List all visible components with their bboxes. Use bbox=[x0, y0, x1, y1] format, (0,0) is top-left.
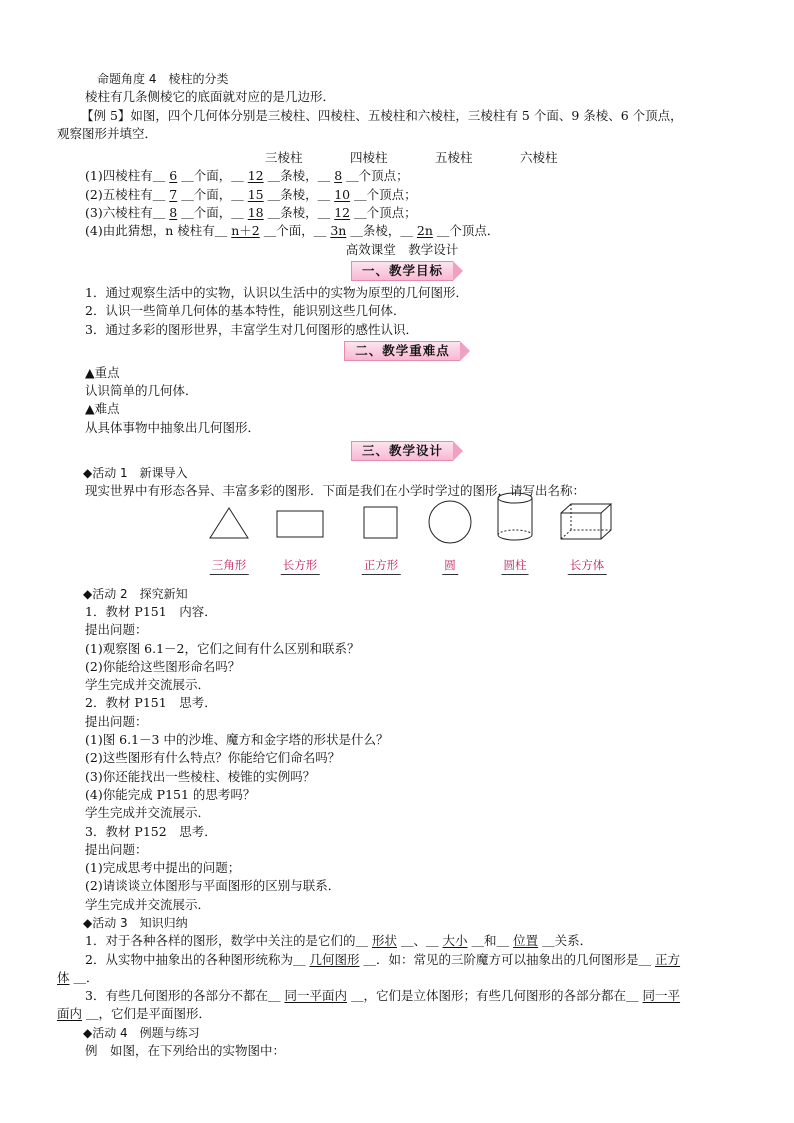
answer-size: 大小 bbox=[442, 933, 468, 949]
fill-line-1: (1)四棱柱有＿ 6 ＿个面，＿ 12 ＿条棱，＿ 8 ＿个顶点； bbox=[85, 168, 409, 184]
activity3-title: ◆活动 3 知识归纳 bbox=[83, 915, 188, 930]
banner-key-points: 二、教学重难点 bbox=[344, 341, 460, 361]
square-icon bbox=[361, 505, 401, 541]
answer-faces: 7 bbox=[169, 186, 178, 202]
answer-edges: 3n bbox=[330, 223, 347, 239]
prism-name: 五棱柱 bbox=[435, 150, 473, 166]
word-edge: 条棱， bbox=[362, 223, 401, 239]
focus-text: 认识简单的几何体． bbox=[85, 383, 198, 399]
fill-prefix: (2)五棱柱有 bbox=[85, 186, 153, 202]
triangle-icon bbox=[207, 505, 251, 541]
cuboid-icon bbox=[559, 501, 615, 541]
shape-label: 圆柱 bbox=[502, 557, 529, 575]
fill-prefix: (1)四棱柱有 bbox=[85, 168, 153, 184]
fill-prefix: (4)由此猜想，n 棱柱有 bbox=[85, 223, 215, 239]
activity2-title: ◆活动 2 探究新知 bbox=[83, 586, 188, 601]
answer-vertices: 2n bbox=[416, 223, 433, 239]
cylinder-icon bbox=[495, 491, 535, 543]
worksheet-page bbox=[57, 70, 747, 1060]
difficulty-label: ▲难点 bbox=[85, 401, 120, 417]
activity2-line: (1)完成思考中提出的问题； bbox=[85, 860, 241, 876]
activity2-line: (4)你能完成 P151 的思考吗？ bbox=[85, 786, 256, 802]
example-line-1: 【例 5】如图，四个几何体分别是三棱柱、四棱柱、五棱柱和六棱柱，三棱柱有 5 个面、9 条棱、6 个顶点， bbox=[81, 107, 683, 123]
answer-edges: 18 bbox=[247, 205, 264, 221]
word-face: 个面， bbox=[193, 205, 232, 221]
summary-line-3b: 面内 ＿，它们是平面图形． bbox=[57, 1006, 212, 1022]
goal-item: 3．通过多彩的图形世界，丰富学生对几何图形的感性认识． bbox=[85, 321, 418, 337]
activity2-line: (2)这些图形有什么特点？你能给它们命名吗？ bbox=[85, 750, 341, 766]
text: ，它们是平面图形． bbox=[98, 1006, 212, 1022]
shape-label: 三角形 bbox=[210, 557, 249, 575]
text: ，它们是立体图形；有些几何图形的各部分都在 bbox=[363, 988, 627, 1004]
fill-prefix: (3)六棱柱有 bbox=[85, 205, 153, 221]
banner-teaching-design: 三、教学设计 bbox=[351, 441, 453, 461]
answer-vertices: 10 bbox=[334, 186, 351, 202]
text: 3．有些几何图形的各部分不都在 bbox=[85, 988, 268, 1004]
focus-label: ▲重点 bbox=[85, 364, 120, 380]
activity2-line: (1)图 6.1－3 中的沙堆、魔方和金字塔的形状是什么？ bbox=[85, 732, 389, 748]
shape-item bbox=[361, 505, 401, 572]
text: ．如：常见的三阶魔方可以抽象出的几何图形是 bbox=[376, 951, 639, 967]
shape-item bbox=[207, 505, 251, 572]
shape-item bbox=[275, 505, 325, 572]
answer-faces: 6 bbox=[169, 168, 178, 184]
rule-text: 棱柱有几条侧棱它的底面就对应的是几边形． bbox=[85, 89, 336, 105]
activity4-text: 例 如图，在下列给出的实物图中： bbox=[85, 1043, 286, 1059]
banner-teaching-goals: 一、教学目标 bbox=[351, 261, 453, 281]
activity2-line: 3．教材 P152 思考． bbox=[85, 823, 217, 839]
activity4-title: ◆活动 4 例题与练习 bbox=[83, 1025, 200, 1040]
shape-label: 长方体 bbox=[568, 557, 607, 575]
summary-line-2: 2．从实物中抽象出的各种图形统称为＿ 几何图形 ＿．如：常见的三阶魔方可以抽象出的几何图形是＿ 正方 bbox=[57, 951, 747, 969]
word-edge: 条棱， bbox=[280, 205, 318, 221]
goal-item: 1．通过观察生活中的实物，认识以生活中的实物为原型的几何图形． bbox=[85, 284, 468, 300]
activity2-line: 提出问题： bbox=[85, 841, 148, 857]
word-vertex: 个顶点； bbox=[366, 186, 417, 202]
activity2-line: (1)观察图 6.1－2，它们之间有什么区别和联系？ bbox=[85, 640, 360, 656]
text: 关系． bbox=[554, 933, 593, 949]
shape-item bbox=[495, 505, 535, 572]
answer-shape: 形状 bbox=[371, 933, 397, 949]
answer-geometric-figure: 几何图形 bbox=[309, 951, 360, 967]
answer-faces: 8 bbox=[169, 205, 178, 221]
shape-item bbox=[559, 505, 615, 572]
activity2-line: (2)你能给这些图形命名吗？ bbox=[85, 658, 241, 674]
answer-cube-end: 体 bbox=[57, 969, 70, 985]
answer-cube: 正方 bbox=[655, 951, 681, 967]
answer-edges: 15 bbox=[247, 186, 264, 202]
word-face: 个面， bbox=[193, 186, 232, 202]
answer-edges: 12 bbox=[247, 168, 264, 184]
answer-position: 位置 bbox=[513, 933, 539, 949]
shape-label: 长方形 bbox=[281, 557, 320, 575]
activity2-line: 提出问题： bbox=[85, 713, 148, 729]
section-title: 高效课堂 教学设计 bbox=[345, 241, 459, 257]
activity2-line: 学生完成并交流展示． bbox=[85, 677, 211, 693]
answer-faces: n＋2 bbox=[231, 223, 260, 239]
shape-row bbox=[57, 505, 747, 583]
answer-same-plane: 同一平 bbox=[642, 988, 681, 1004]
summary-line-1: 1．对于各种各样的图形，数学中关注的是它们的＿ 形状 ＿、＿ 大小 ＿和＿ 位置 ＿关系． bbox=[85, 933, 593, 949]
text: 2．从实物中抽象出的各种图形统称为 bbox=[85, 951, 293, 967]
word-face: 个面， bbox=[193, 168, 232, 184]
summary-line-2b: 体 ＿． bbox=[57, 969, 99, 985]
activity2-line: (2)请谈谈立体图形与平面图形的区别与联系． bbox=[85, 878, 341, 894]
word-vertex: 个顶点； bbox=[358, 168, 409, 184]
answer-not-same-plane: 同一平面内 bbox=[284, 988, 347, 1004]
shape-label: 正方形 bbox=[362, 557, 401, 575]
answer-same-plane-end: 面内 bbox=[57, 1006, 83, 1022]
fill-line-2: (2)五棱柱有＿ 7 ＿个面，＿ 15 ＿条棱，＿ 10 ＿个顶点； bbox=[85, 186, 417, 202]
fill-line-3: (3)六棱柱有＿ 8 ＿个面，＿ 18 ＿条棱，＿ 12 ＿个顶点； bbox=[85, 205, 417, 221]
word-vertex: 个顶点． bbox=[449, 223, 500, 239]
activity2-line: (3)你还能找出一些棱柱、棱锥的实例吗？ bbox=[85, 768, 316, 784]
activity2-line: 2．教材 P151 思考． bbox=[85, 695, 217, 711]
activity1-text: 现实世界中有形态各异、丰富多彩的图形．下面是我们在小学时学过的图形，请写出名称： bbox=[85, 483, 586, 499]
prism-name-row bbox=[57, 149, 747, 167]
activity2-line: 学生完成并交流展示． bbox=[85, 896, 211, 912]
word-vertex: 个顶点； bbox=[366, 205, 417, 221]
activity2-line: 提出问题： bbox=[85, 622, 148, 638]
word-edge: 条棱， bbox=[280, 186, 318, 202]
text: 1．对于各种各样的图形，数学中关注的是它们的 bbox=[85, 933, 356, 949]
answer-vertices: 12 bbox=[334, 205, 351, 221]
shape-item bbox=[427, 505, 473, 572]
topic-heading: 命题角度 4 棱柱的分类 bbox=[97, 72, 229, 86]
text: 和 bbox=[484, 933, 497, 949]
answer-vertices: 8 bbox=[334, 168, 343, 184]
prism-name: 六棱柱 bbox=[520, 150, 558, 166]
fill-line-4: (4)由此猜想，n 棱柱有＿ n＋2 ＿个面，＿ 3n ＿条棱，＿ 2n ＿个顶点． bbox=[85, 223, 500, 239]
activity1-title: ◆活动 1 新课导入 bbox=[83, 466, 188, 481]
circle-icon bbox=[427, 499, 473, 545]
example-line-2: 观察图形并填空． bbox=[57, 125, 158, 141]
rectangle-icon bbox=[275, 505, 325, 541]
goal-item: 2．认识一些简单几何体的基本特性，能识别这些几何体． bbox=[85, 303, 406, 319]
activity2-line: 学生完成并交流展示． bbox=[85, 805, 211, 821]
activity2-line: 1．教材 P151 内容． bbox=[85, 603, 217, 619]
summary-line-3: 3．有些几何图形的各部分不都在＿ 同一平面内 ＿，它们是立体图形；有些几何图形的各部分都在＿ 同一平 bbox=[57, 987, 747, 1005]
prism-name: 四棱柱 bbox=[350, 150, 388, 166]
difficulty-text: 从具体事物中抽象出几何图形． bbox=[85, 419, 261, 435]
prism-name: 三棱柱 bbox=[265, 150, 303, 166]
word-face: 个面， bbox=[276, 223, 314, 239]
shape-label: 圆 bbox=[442, 557, 458, 575]
word-edge: 条棱， bbox=[280, 168, 318, 184]
